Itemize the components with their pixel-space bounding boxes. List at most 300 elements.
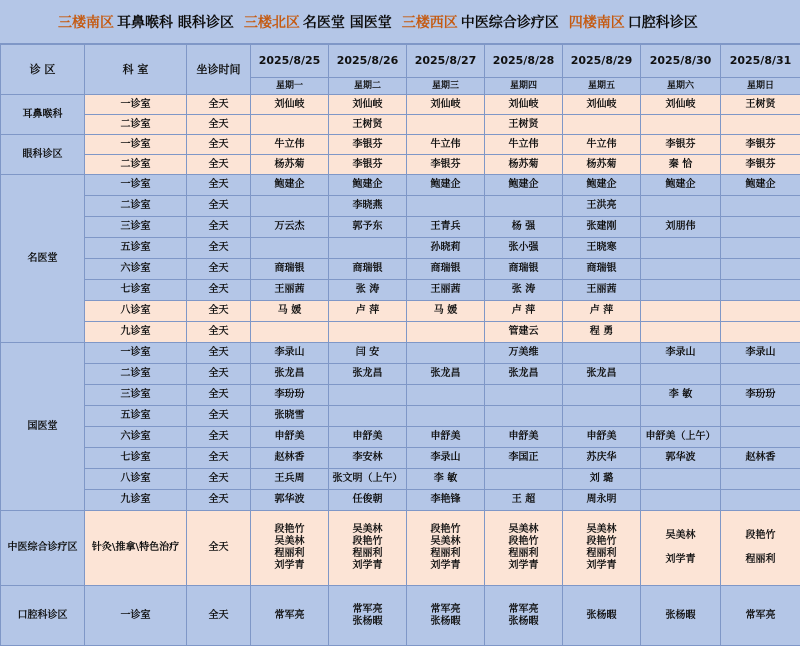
zone-cell: 中医综合诊疗区 (1, 511, 85, 586)
doctor-name: 程丽利 (586, 548, 617, 559)
doctor-cell (563, 196, 641, 217)
room-cell: 一诊室 (85, 586, 187, 646)
date-header: 2025/8/29 (563, 45, 641, 78)
doctor-cell (485, 511, 563, 586)
doctor-name: 段艳竹 (430, 524, 461, 535)
doctor-name: 李录山 (430, 452, 461, 463)
room-cell: 五诊室 (85, 406, 187, 427)
doctor-name: 程丽利 (430, 548, 461, 559)
doctor-name: 牛立伟 (274, 138, 305, 150)
doctor-cell (329, 155, 407, 175)
doctor-name: 李录山 (665, 347, 696, 358)
doctor-name: 张晓雪 (274, 410, 305, 421)
doctor-name: 闫 安 (355, 347, 380, 358)
room-cell: 九诊室 (85, 322, 187, 343)
doctor-cell (641, 175, 721, 196)
doctor-name: 吴美林 (274, 536, 305, 547)
doctor-cell (485, 490, 563, 511)
doctor-name: 程丽利 (274, 548, 305, 559)
time-header: 坐诊时间 (187, 45, 251, 95)
doctor-cell (485, 427, 563, 448)
time-cell: 全天 (187, 238, 251, 259)
doctor-cell (329, 406, 407, 427)
doctor-name: 牛立伟 (586, 138, 617, 150)
doctor-cell (563, 238, 641, 259)
doctor-cell (641, 427, 721, 448)
doctor-cell (485, 343, 563, 364)
doctor-cell (329, 586, 407, 646)
doctor-cell (563, 406, 641, 427)
doctor-cell (641, 196, 721, 217)
doctor-cell (721, 511, 800, 586)
date-header: 2025/8/26 (329, 45, 407, 78)
doctor-cell (563, 301, 641, 322)
doctor-cell (563, 469, 641, 490)
doctor-cell (641, 95, 721, 115)
doctor-cell (329, 364, 407, 385)
doctor-cell (641, 301, 721, 322)
room-cell: 二诊室 (85, 196, 187, 217)
doctor-cell (407, 322, 485, 343)
doctor-name: 李录山 (274, 347, 305, 358)
doctor-cell (641, 385, 721, 406)
weekday-header: 星期一 (251, 78, 329, 95)
schedule-row (1, 406, 800, 427)
doctor-cell (563, 115, 641, 135)
date-header: 2025/8/25 (251, 45, 329, 78)
doctor-cell (407, 586, 485, 646)
doctor-cell (329, 217, 407, 238)
doctor-cell (251, 322, 329, 343)
doctor-cell (485, 301, 563, 322)
doctor-cell (641, 448, 721, 469)
doctor-cell (563, 427, 641, 448)
doctor-name: 刘仙岐 (586, 98, 617, 110)
doctor-cell (721, 155, 800, 175)
doctor-name: 鲍建企 (586, 179, 617, 190)
doctor-name: 秦 恰 (668, 158, 693, 170)
doctor-name: 卢 萍 (511, 305, 536, 316)
doctor-cell (563, 155, 641, 175)
time-cell: 全天 (187, 322, 251, 343)
doctor-name: 王 超 (511, 494, 536, 505)
room-cell: 一诊室 (85, 95, 187, 115)
doctor-name: 段艳竹 (745, 530, 776, 541)
dept-header: 科 室 (85, 45, 187, 95)
doctor-cell (329, 448, 407, 469)
doctor-name: 刘仙岐 (665, 98, 696, 110)
room-cell: 七诊室 (85, 280, 187, 301)
doctor-cell (641, 322, 721, 343)
doctor-name: 张龙昌 (430, 368, 461, 379)
weekday-header: 星期五 (563, 78, 641, 95)
schedule-row (1, 448, 800, 469)
doctor-cell (407, 469, 485, 490)
schedule-row (1, 427, 800, 448)
doctor-name: 郭华波 (274, 494, 305, 505)
doctor-cell (407, 448, 485, 469)
room-cell: 九诊室 (85, 490, 187, 511)
doctor-cell (407, 238, 485, 259)
doctor-cell (563, 135, 641, 155)
doctor-name: 刘学青 (508, 560, 539, 571)
doctor-cell (641, 490, 721, 511)
doctor-cell (485, 115, 563, 135)
schedule-row (1, 217, 800, 238)
doctor-cell (563, 511, 641, 586)
doctor-name: 程丽利 (352, 548, 383, 559)
doctor-name: 张杨暇 (352, 615, 383, 627)
doctor-name: 赵林香 (274, 452, 305, 463)
doctor-name: 王丽茜 (430, 284, 461, 295)
doctor-name: 张文明（上午） (332, 473, 403, 484)
doctor-name: 申舒美 (430, 431, 461, 442)
doctor-name: 程丽利 (745, 554, 776, 565)
schedule-row (1, 490, 800, 511)
doctor-name: 刘学青 (274, 560, 305, 571)
doctor-cell (251, 301, 329, 322)
doctor-cell (329, 343, 407, 364)
doctor-cell (407, 364, 485, 385)
date-header: 2025/8/30 (641, 45, 721, 78)
doctor-name: 卢 萍 (355, 305, 380, 316)
room-cell: 三诊室 (85, 385, 187, 406)
doctor-name: 李晓燕 (352, 200, 383, 211)
doctor-cell (251, 469, 329, 490)
doctor-name: 杨苏菊 (274, 158, 305, 170)
doctor-cell (485, 196, 563, 217)
doctor-cell (329, 469, 407, 490)
doctor-name: 王晓寒 (586, 242, 617, 253)
schedule-table (0, 44, 800, 646)
schedule-row (1, 259, 800, 280)
doctor-name: 商瑞银 (430, 263, 461, 274)
doctor-cell (485, 586, 563, 646)
doctor-cell (329, 280, 407, 301)
doctor-name: 商瑞银 (274, 263, 305, 274)
banner-desc-2: 名医堂 国医堂 (302, 14, 392, 31)
doctor-cell (329, 95, 407, 115)
doctor-name: 常军亮 (274, 609, 305, 621)
doctor-name: 李银芬 (352, 138, 383, 150)
schedule-row (1, 280, 800, 301)
doctor-cell (407, 95, 485, 115)
doctor-name: 王青兵 (430, 221, 461, 232)
doctor-cell (485, 155, 563, 175)
doctor-name: 申舒美（上午） (645, 431, 716, 442)
zone-header: 诊 区 (1, 45, 85, 95)
schedule-row (1, 385, 800, 406)
doctor-cell (641, 469, 721, 490)
doctor-cell (407, 427, 485, 448)
doctor-cell (407, 155, 485, 175)
doctor-name: 鲍建企 (745, 179, 776, 190)
doctor-cell (251, 406, 329, 427)
doctor-cell (485, 385, 563, 406)
doctor-cell (721, 385, 800, 406)
doctor-cell (485, 175, 563, 196)
doctor-cell (641, 406, 721, 427)
time-cell: 全天 (187, 217, 251, 238)
time-cell: 全天 (187, 511, 251, 586)
doctor-cell (485, 259, 563, 280)
time-cell: 全天 (187, 490, 251, 511)
doctor-cell (563, 175, 641, 196)
date-header: 2025/8/31 (721, 45, 800, 78)
doctor-name: 管建云 (508, 326, 539, 337)
doctor-cell (563, 343, 641, 364)
room-cell: 六诊室 (85, 427, 187, 448)
doctor-name: 吴美林 (352, 524, 383, 535)
room-cell: 二诊室 (85, 115, 187, 135)
doctor-cell (251, 511, 329, 586)
doctor-cell (407, 175, 485, 196)
doctor-cell (251, 135, 329, 155)
doctor-cell (251, 155, 329, 175)
doctor-name: 马 媛 (433, 305, 458, 316)
doctor-cell (485, 238, 563, 259)
doctor-name: 任俊朝 (352, 494, 383, 505)
doctor-cell (721, 586, 800, 646)
doctor-cell (641, 217, 721, 238)
time-cell: 全天 (187, 406, 251, 427)
doctor-cell (485, 95, 563, 115)
doctor-cell (721, 343, 800, 364)
doctor-cell (563, 217, 641, 238)
doctor-name: 吴美林 (508, 524, 539, 535)
doctor-cell (329, 196, 407, 217)
doctor-name (721, 542, 800, 554)
doctor-name: 李国正 (508, 452, 539, 463)
doctor-cell (251, 385, 329, 406)
doctor-name: 马 媛 (277, 305, 302, 316)
doctor-cell (407, 490, 485, 511)
doctor-name: 常军亮 (745, 609, 776, 621)
doctor-name: 李银芬 (745, 158, 776, 170)
doctor-cell (329, 115, 407, 135)
schedule-row (1, 343, 800, 364)
doctor-name: 刘学青 (665, 554, 696, 565)
doctor-name: 段艳竹 (586, 536, 617, 547)
doctor-cell (641, 238, 721, 259)
room-cell: 二诊室 (85, 155, 187, 175)
doctor-name: 郭华波 (665, 452, 696, 463)
doctor-cell (641, 364, 721, 385)
doctor-name: 商瑞银 (352, 263, 383, 274)
time-cell: 全天 (187, 95, 251, 115)
doctor-name: 吴美林 (430, 536, 461, 547)
doctor-cell (563, 586, 641, 646)
doctor-cell (329, 322, 407, 343)
schedule-row (1, 175, 800, 196)
doctor-name: 段艳竹 (508, 536, 539, 547)
doctor-cell (407, 115, 485, 135)
doctor-cell (721, 364, 800, 385)
doctor-cell (329, 511, 407, 586)
doctor-name: 常军亮 (508, 603, 539, 615)
schedule-row (1, 238, 800, 259)
doctor-name: 李玢玢 (745, 389, 776, 400)
doctor-cell (485, 135, 563, 155)
doctor-cell (641, 115, 721, 135)
doctor-cell (721, 259, 800, 280)
time-cell: 全天 (187, 364, 251, 385)
room-cell: 六诊室 (85, 259, 187, 280)
weekday-header: 星期三 (407, 78, 485, 95)
doctor-name: 李安林 (352, 452, 383, 463)
doctor-cell (721, 490, 800, 511)
doctor-cell (329, 135, 407, 155)
doctor-cell (721, 448, 800, 469)
doctor-cell (721, 135, 800, 155)
weekday-header: 星期六 (641, 78, 721, 95)
doctor-cell (329, 238, 407, 259)
schedule-row (1, 115, 800, 135)
doctor-cell (251, 427, 329, 448)
schedule-row (1, 586, 800, 646)
zone-cell: 眼科诊区 (1, 135, 85, 175)
time-cell: 全天 (187, 175, 251, 196)
weekday-header: 星期日 (721, 78, 800, 95)
doctor-cell (641, 135, 721, 155)
doctor-name: 鲍建企 (274, 179, 305, 190)
doctor-name: 张 涛 (511, 284, 536, 295)
doctor-cell (407, 343, 485, 364)
doctor-name: 王丽茜 (274, 284, 305, 295)
doctor-cell (407, 259, 485, 280)
doctor-cell (721, 301, 800, 322)
room-cell: 八诊室 (85, 469, 187, 490)
doctor-name: 李银芬 (745, 138, 776, 150)
doctor-cell (407, 135, 485, 155)
time-cell: 全天 (187, 115, 251, 135)
doctor-name: 申舒美 (508, 431, 539, 442)
time-cell: 全天 (187, 385, 251, 406)
doctor-name: 王树贤 (352, 118, 383, 130)
doctor-name: 申舒美 (352, 431, 383, 442)
doctor-cell (641, 259, 721, 280)
room-cell: 五诊室 (85, 238, 187, 259)
doctor-cell (251, 448, 329, 469)
doctor-cell (721, 175, 800, 196)
doctor-name: 杨苏菊 (508, 158, 539, 170)
doctor-cell (563, 490, 641, 511)
doctor-name: 鲍建企 (352, 179, 383, 190)
doctor-name: 申舒美 (586, 431, 617, 442)
doctor-cell (407, 511, 485, 586)
doctor-cell (407, 301, 485, 322)
doctor-name: 李银芬 (665, 138, 696, 150)
doctor-name: 张龙昌 (508, 368, 539, 379)
doctor-name: 张杨暇 (430, 615, 461, 627)
doctor-name: 吴美林 (586, 524, 617, 535)
doctor-name: 商瑞银 (586, 263, 617, 274)
doctor-cell (251, 217, 329, 238)
doctor-name: 卢 萍 (589, 305, 614, 316)
doctor-cell (721, 217, 800, 238)
floor-banner (0, 0, 800, 44)
doctor-cell (721, 427, 800, 448)
room-cell: 一诊室 (85, 343, 187, 364)
doctor-cell (251, 196, 329, 217)
room-cell: 七诊室 (85, 448, 187, 469)
time-cell: 全天 (187, 427, 251, 448)
doctor-name: 张杨暇 (508, 615, 539, 627)
doctor-cell (721, 95, 800, 115)
zone-cell: 耳鼻喉科 (1, 95, 85, 135)
doctor-cell (485, 322, 563, 343)
doctor-name: 张小强 (508, 242, 539, 253)
time-cell: 全天 (187, 196, 251, 217)
doctor-cell (721, 280, 800, 301)
time-cell: 全天 (187, 280, 251, 301)
doctor-name: 王兵周 (274, 473, 305, 484)
doctor-cell (251, 343, 329, 364)
schedule-row (1, 95, 800, 115)
doctor-cell (641, 511, 721, 586)
doctor-name: 杨 强 (511, 221, 536, 232)
doctor-name: 常军亮 (430, 603, 461, 615)
doctor-cell (251, 586, 329, 646)
doctor-cell (251, 95, 329, 115)
doctor-cell (563, 95, 641, 115)
weekday-header: 星期四 (485, 78, 563, 95)
doctor-name: 刘 璐 (589, 473, 614, 484)
doctor-name: 孙晓莉 (430, 242, 461, 253)
doctor-name: 李银芬 (352, 158, 383, 170)
doctor-name: 张杨暇 (586, 609, 617, 621)
doctor-cell (641, 343, 721, 364)
doctor-cell (329, 427, 407, 448)
schedule-row (1, 301, 800, 322)
banner-desc-3: 中医综合诊疗区 (460, 14, 559, 31)
schedule-row (1, 135, 800, 155)
time-cell: 全天 (187, 448, 251, 469)
time-cell: 全天 (187, 586, 251, 646)
doctor-name: 赵林香 (745, 452, 776, 463)
doctor-name: 李艳锋 (430, 494, 461, 505)
doctor-cell (407, 406, 485, 427)
doctor-name: 刘学青 (352, 560, 383, 571)
doctor-name: 刘仙岐 (430, 98, 461, 110)
weekday-header: 星期二 (329, 78, 407, 95)
banner-zone-4: 四楼南区 (568, 14, 625, 31)
doctor-name: 刘仙岐 (274, 98, 305, 110)
doctor-name: 刘学青 (586, 560, 617, 571)
banner-zone-1: 三楼南区 (58, 14, 114, 31)
doctor-cell (721, 196, 800, 217)
doctor-name: 张龙昌 (586, 368, 617, 379)
doctor-cell (407, 217, 485, 238)
date-header: 2025/8/27 (407, 45, 485, 78)
doctor-name: 李银芬 (430, 158, 461, 170)
doctor-cell (485, 217, 563, 238)
doctor-cell (485, 280, 563, 301)
doctor-name: 张建刚 (586, 221, 617, 232)
doctor-cell (485, 406, 563, 427)
doctor-cell (721, 322, 800, 343)
zone-cell: 名医堂 (1, 175, 85, 343)
schedule-row (1, 155, 800, 175)
schedule-row (1, 322, 800, 343)
room-cell: 三诊室 (85, 217, 187, 238)
doctor-name: 李 敏 (668, 389, 693, 400)
time-cell: 全天 (187, 135, 251, 155)
doctor-name: 鲍建企 (430, 179, 461, 190)
doctor-name: 李录山 (745, 347, 776, 358)
banner-desc-1: 耳鼻喉科 眼科诊区 (117, 14, 234, 31)
schedule-row (1, 196, 800, 217)
